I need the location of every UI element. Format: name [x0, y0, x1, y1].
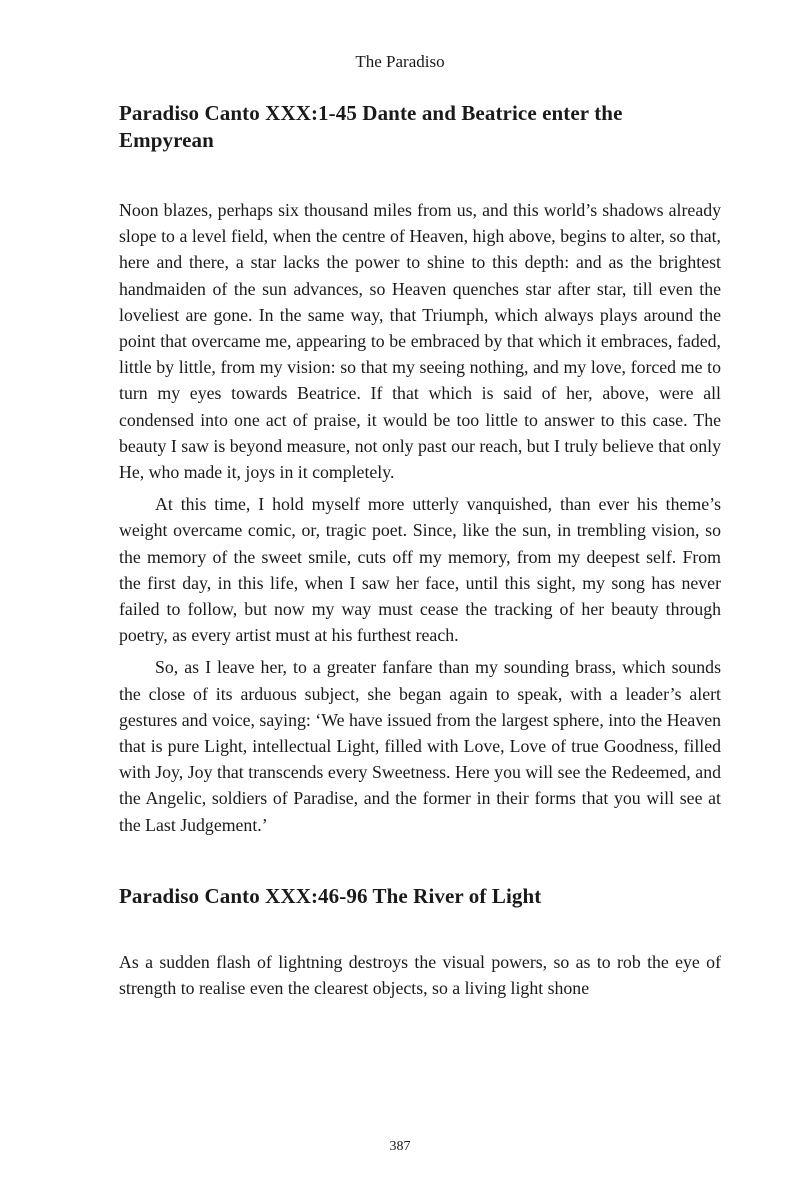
paragraph-3: So, as I leave her, to a greater fanfare than my sounding brass, which sounds the close of its arduous subject, she began again to speak, with a leader’s alert gestures and voice, saying: ‘We have issued from the largest sphere, into the Heaven that is pure Light, intellectual Light, filled with Love, Love of true Goodness, filled with Joy, Joy that transcends every Sweetness. Here you will see the Redeemed, and the Angelic, soldiers of Paradise, and the former in their forms that you will see at the Last Judgement.’ [119, 657, 721, 835]
section-heading-canto-xxx-1-45: Paradiso Canto XXX:1-45 Dante and Beatrice enter the Empyrean [119, 101, 623, 152]
page-content [119, 100, 721, 1001]
section-heading-canto-xxx-46-96: Paradiso Canto XXX:46-96 The River of Light [119, 883, 542, 908]
running-head: The Paradiso [355, 52, 445, 71]
page-number: 387 [389, 1139, 411, 1154]
paragraph-4: As a sudden flash of lightning destroys the visual powers, so as to rob the eye of strength to realise even the clearest objects, so a living light shone [119, 951, 721, 999]
paragraph-2: At this time, I hold myself more utterly vanquished, than ever his theme’s weight overcame comic, or, tragic poet. Since, like the sun, in trembling vision, so the memory of the sweet smile, cuts off my memory, from my deepest self. From the first day, in this life, when I saw her face, until this sight, my song has never failed to follow, but now my way must cease the tracking of her beauty through poetry, as every artist must at his furthest reach. [119, 494, 721, 646]
paragraph-1: Noon blazes, perhaps six thousand miles from us, and this world’s shadows already slope to a level field, when the centre of Heaven, high above, begins to alter, so that, here and there, a star lacks the power to shine to this depth: and as the brightest handmaiden of the sun advances, so Heaven quenches star after star, till even the loveliest are gone. In the same way, that Triumph, which always plays around the point that overcame me, appearing to be embraced by that which it embraces, faded, little by little, from my vision: so that my seeing nothing, and my love, forced me to turn my eyes towards Beatrice. If that which is said of her, above, were all condensed into one act of praise, it would be too little to answer to this case. The beauty I saw is beyond measure, not only past our reach, but I truly believe that only He, who made it, joys in it completely. [119, 200, 721, 483]
